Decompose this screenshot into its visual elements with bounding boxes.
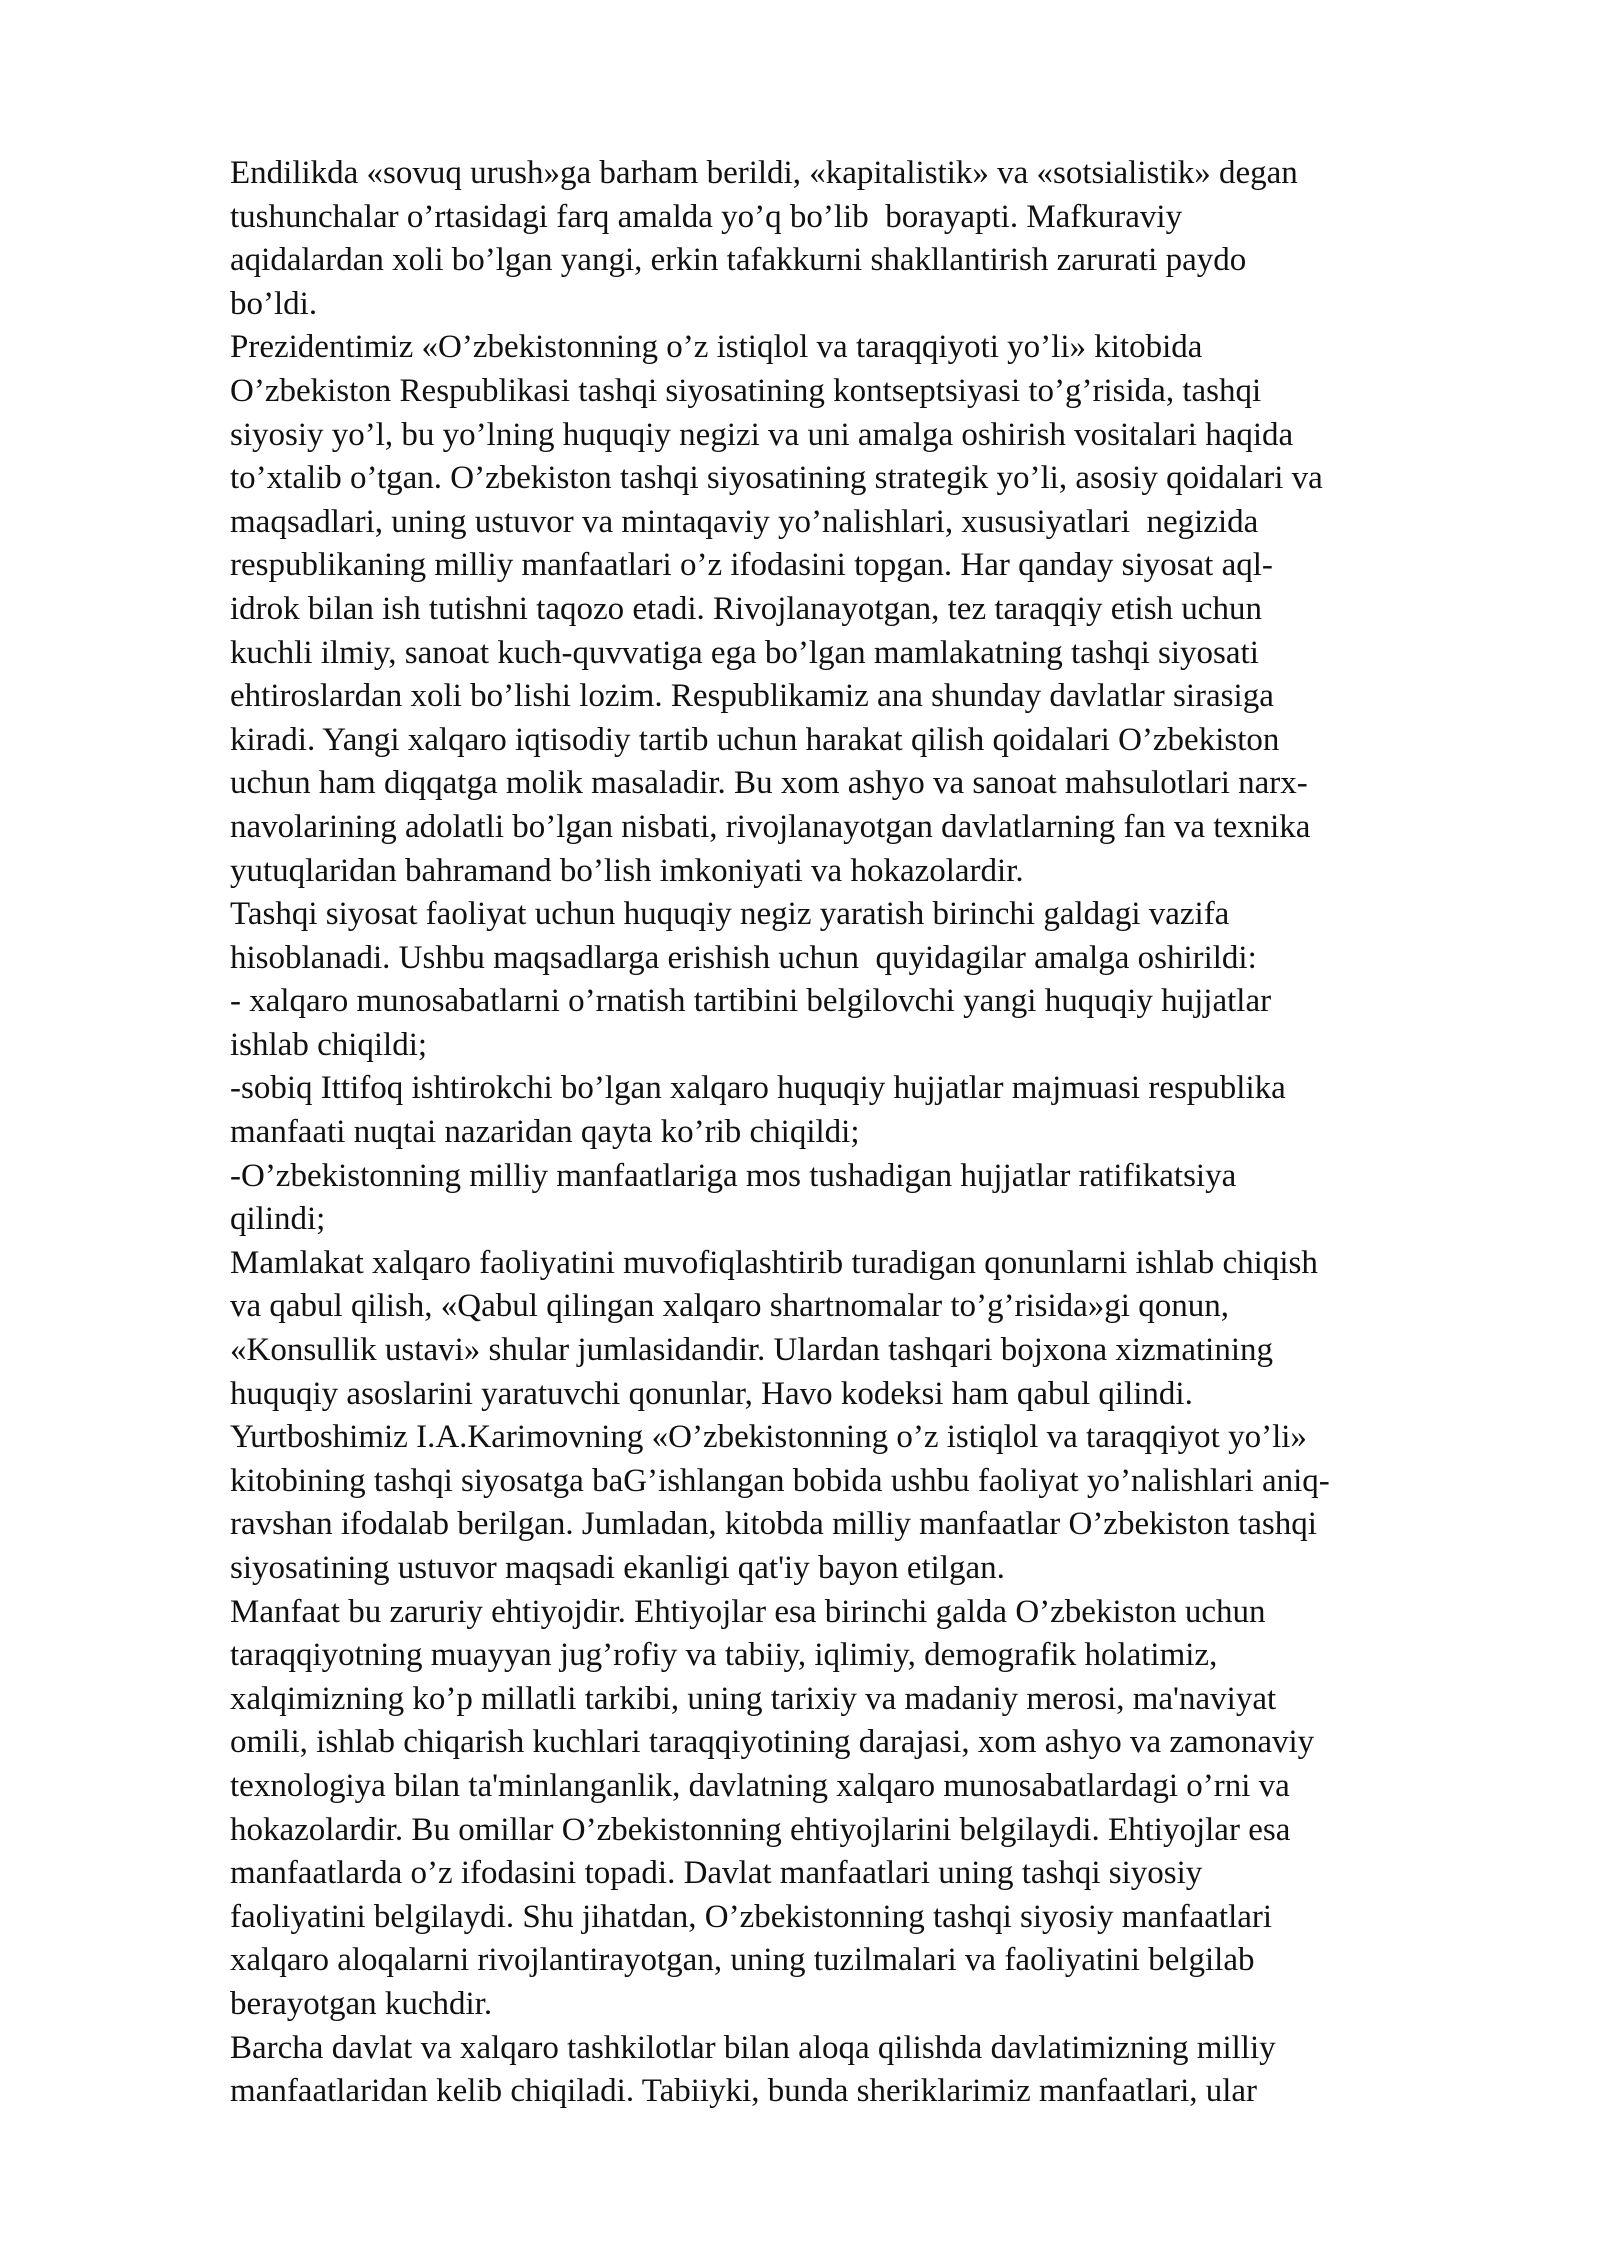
- text-line: Tashqi siyosat faoliyat uchun huquqiy negiz yaratish birinchi galdagi vazifa: [230, 896, 1230, 933]
- text-line: siyosatining ustuvor maqsadi ekanligi qat'iy bayon etilgan.: [230, 1550, 1005, 1586]
- text-line: idrok bilan ish tutishni taqozo etadi. Rivojlanayotgan, tez taraqqiy etish uchun: [230, 590, 1262, 627]
- text-line: -sobiq Ittifoq ishtirokchi bo’lgan xalqaro huquqiy hujjatlar majmuasi respublika: [230, 1070, 1286, 1107]
- text-line: berayotgan kuchdir.: [230, 1985, 493, 2022]
- body-text: [230, 152, 1505, 2114]
- text-line: xalqaro aloqalarni rivojlantirayotgan, uning tuzilmalari va faoliyatini belgilab: [230, 1942, 1255, 1979]
- text-line: kiradi. Yangi xalqaro iqtisodiy tartib uchun harakat qilish qoidalari O’zbekiston: [230, 721, 1280, 758]
- text-line: aqidalardan xoli bo’lgan yangi, erkin tafakkurni shakllantirish zarurati paydo: [230, 242, 1247, 279]
- text-line: hokazolardir. Bu omillar O’zbekistonning ehtiyojlarini belgilaydi. Ehtiyojlar esa: [230, 1811, 1291, 1848]
- text-line: tushunchalar o’rtasidagi farq amalda yo’q bo’lib borayapti. Mafkuraviy: [230, 198, 1183, 235]
- text-line: ehtiroslardan xoli bo’lishi lozim. Respublikamiz ana shunday davlatlar sirasiga: [230, 678, 1274, 715]
- text-line: uchun ham diqqatga molik masaladir. Bu xom ashyo va sanoat mahsulotlari narx-: [230, 765, 1308, 802]
- text-line: Endilikda «sovuq urush»ga barham berildi, «kapitalistik» va «sotsialistik» degan: [230, 155, 1298, 191]
- text-line: faoliyatini belgilaydi. Shu jihatdan, O’zbekistonning tashqi siyosiy manfaatlari: [230, 1898, 1273, 1935]
- text-line: texnologiya bilan ta'minlanganlik, davlatning xalqaro munosabatlardagi o’rni va: [230, 1767, 1290, 1804]
- text-line: omili, ishlab chiqarish kuchlari taraqqiyotining darajasi, xom ashyo va zamonaviy: [230, 1724, 1315, 1761]
- text-line: va qabul qilish, «Qabul qilingan xalqaro shartnomalar to’g’risida»gi qonun,: [230, 1288, 1229, 1325]
- text-line: respublikaning milliy manfaatlari o’z ifodasini topgan. Har qanday siyosat aql-: [230, 547, 1273, 584]
- text-line: yutuqlaridan bahramand bo’lish imkoniyati va hokazolardir.: [230, 852, 1024, 889]
- text-line: navolarining adolatli bo’lgan nisbati, rivojlanayotgan davlatlarning fan va texnika: [230, 808, 1311, 845]
- text-line: Mamlakat xalqaro faoliyatini muvofiqlashtirib turadigan qonunlarni ishlab chiqish: [230, 1244, 1318, 1281]
- text-line: manfaatlaridan kelib chiqiladi. Tabiiyki, bunda sheriklarimiz manfaatlari, ular: [230, 2073, 1258, 2110]
- text-line: to’xtalib o’tgan. O’zbekiston tashqi siyosatining strategik yo’li, asosiy qoidalari va: [230, 460, 1323, 497]
- text-line: -O’zbekistonning milliy manfaatlariga mos tushadigan hujjatlar ratifikatsiya: [230, 1157, 1237, 1194]
- text-line: Yurtboshimiz I.A.Karimovning «O’zbekistonning o’z istiqlol va taraqqiyot yo’li»: [230, 1419, 1307, 1456]
- text-line: xalqimizning ko’p millatli tarkibi, uning tarixiy va madaniy merosi, ma'naviyat: [230, 1680, 1277, 1717]
- text-line: manfaatlarda o’z ifodasini topadi. Davlat manfaatlari uning tashqi siyosiy: [230, 1855, 1203, 1892]
- text-line: Manfaat bu zaruriy ehtiyojdir. Ehtiyojlar esa birinchi galda O’zbekiston uchun: [230, 1593, 1266, 1630]
- text-line: O’zbekiston Respublikasi tashqi siyosatining kontseptsiyasi to’g’risida, tashqi: [230, 372, 1262, 409]
- text-line: - xalqaro munosabatlarni o’rnatish tartibini belgilovchi yangi huquqiy hujjatlar: [230, 983, 1272, 1020]
- text-line: kitobining tashqi siyosatga baG’ishlangan bobida ushbu faoliyat yo’nalishlari aniq-: [230, 1462, 1330, 1499]
- text-line: ravshan ifodalab berilgan. Jumladan, kitobda milliy manfaatlar O’zbekiston tashqi: [230, 1506, 1317, 1543]
- text-line: taraqqiyotning muayyan jug’rofiy va tabiiy, iqlimiy, demografik holatimiz,: [230, 1637, 1218, 1674]
- text-line: huquqiy asoslarini yaratuvchi qonunlar, Havo kodeksi ham qabul qilindi.: [230, 1375, 1193, 1412]
- text-line: bo’ldi.: [230, 285, 318, 322]
- text-line: qilindi;: [230, 1201, 326, 1238]
- text-line: Barcha davlat va xalqaro tashkilotlar bilan aloqa qilishda davlatimizning milliy: [230, 2029, 1276, 2066]
- text-line: «Konsullik ustavi» shular jumlasidandir. Ulardan tashqari bojxona xizmatining: [230, 1332, 1273, 1369]
- text-line: manfaati nuqtai nazaridan qayta ko’rib chiqildi;: [230, 1114, 860, 1151]
- text-line: maqsadlari, uning ustuvor va mintaqaviy yo’nalishlari, xususiyatlari negizida: [230, 503, 1259, 540]
- text-line: ishlab chiqildi;: [230, 1026, 428, 1063]
- text-line: siyosiy yo’l, bu yo’lning huquqiy negizi va uni amalga oshirish vositalari haqida: [230, 416, 1294, 453]
- text-line: kuchli ilmiy, sanoat kuch-quvvatiga ega bo’lgan mamlakatning tashqi siyosati: [230, 634, 1259, 671]
- text-line: Prezidentimiz «O’zbekistonning o’z istiqlol va taraqqiyoti yo’li» kitobida: [230, 329, 1203, 366]
- text-line: hisoblanadi. Ushbu maqsadlarga erishish uchun quyidagilar amalga oshirildi:: [230, 939, 1257, 976]
